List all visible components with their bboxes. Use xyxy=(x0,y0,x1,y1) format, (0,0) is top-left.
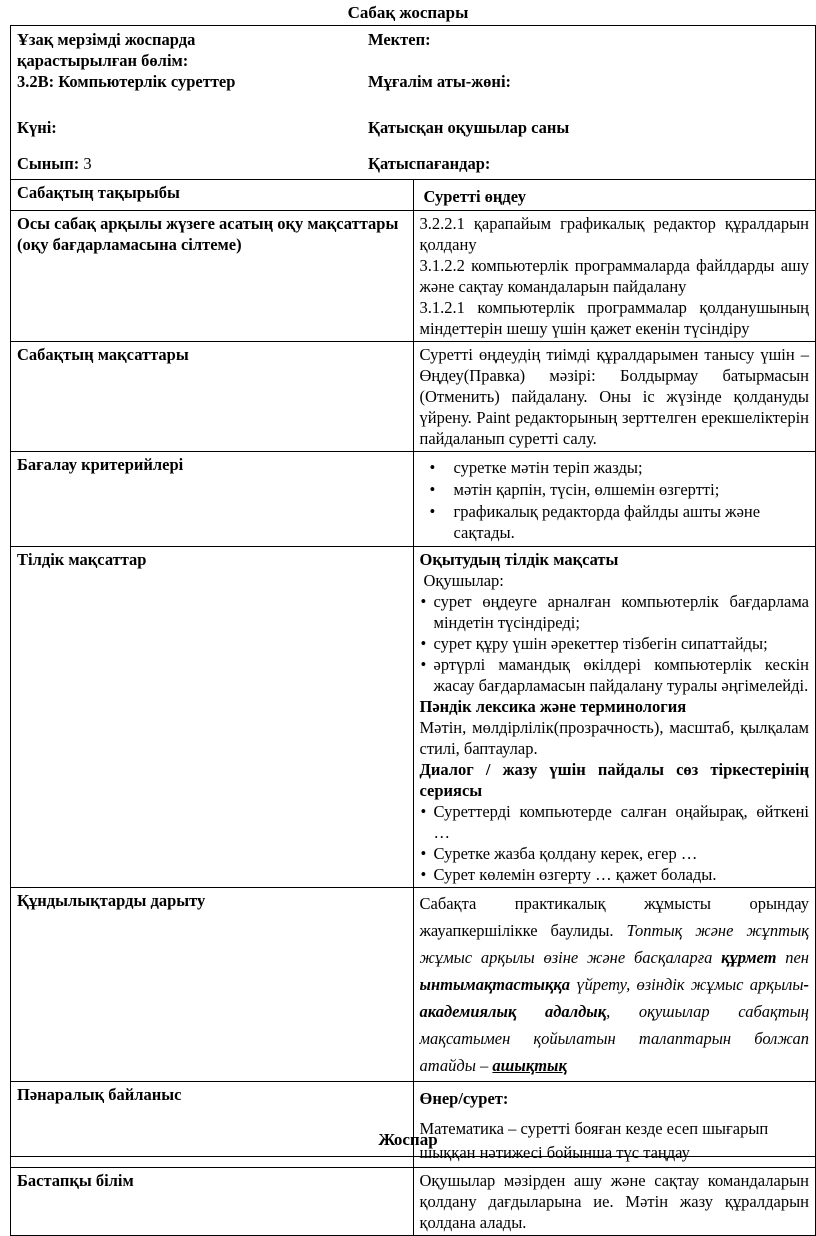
day-label: Күні: xyxy=(17,118,57,137)
criteria-row xyxy=(11,452,816,547)
links-heading: Өнер/сурет: xyxy=(419,1089,509,1108)
topic-value: Суретті өңдеу xyxy=(413,180,816,211)
objective-item: 3.1.2.2 компьютерлік программаларда файлдарды ашу және сақтау командаларын пайдалану xyxy=(419,256,809,296)
objective-item: 3.2.2.1 қарапайым графикалық редактор құралдарын қолдану xyxy=(419,214,809,254)
topic-label: Сабақтың тақырыбы xyxy=(11,180,414,211)
criteria-label: Бағалау критерийлері xyxy=(11,452,414,547)
school-label: Мектеп: xyxy=(368,30,431,49)
students-label: Оқушылар: xyxy=(423,571,504,590)
dialog-item: • Сурет көлемін өзгерту … қажет болады. xyxy=(420,864,810,885)
page-title: Сабақ жоспары xyxy=(347,3,469,22)
links-row xyxy=(11,1082,816,1168)
values-label: Құндылықтарды дарыту xyxy=(11,888,414,1082)
topic-row xyxy=(11,180,816,211)
bottom-divider xyxy=(10,1156,816,1157)
language-item: • әртүрлі мамандық өкілдері компьютерлік кескін жасау бағдарламасын пайдалану туралы әңгімелейді. xyxy=(420,654,810,696)
objectives-list xyxy=(413,211,816,342)
prior-row xyxy=(11,1168,816,1236)
lesson-plan-table xyxy=(10,25,816,1236)
criteria-list xyxy=(420,457,810,543)
criteria-item: • суретке мәтін теріп жазды; xyxy=(420,457,810,478)
header-row xyxy=(11,26,816,180)
language-row xyxy=(11,547,816,888)
section-value: 3.2В: Компьютерлік суреттер xyxy=(17,72,236,91)
language-label: Тілдік мақсаттар xyxy=(11,547,414,888)
section-label-line2: қарастырылған бөлім: xyxy=(17,51,189,70)
header-cell xyxy=(11,26,816,180)
values-text: Сабақта практикалық жұмысты орындау жауапкершілікке баулиды. Топтық және жұптық жұмыс арқылы өзіне және басқаларға құрмет пен ынтымақтастыққа үйрету, өзіндік жұмыс арқылы- академиялық адалдық, оқушылар сабақтың мақсатымен қойылатын талаптарын болжап атайды – ашықтық xyxy=(413,888,816,1082)
vocab-text: Мәтін, мөлдірлілік(прозрачность), масштаб, қылқалам стилі, баптаулар. xyxy=(419,718,809,758)
language-cell xyxy=(413,547,816,888)
language-heading: Оқытудың тілдік мақсаты xyxy=(419,550,619,569)
section-label-line1: Ұзақ мерзімді жоспарда xyxy=(17,30,196,49)
values-row xyxy=(11,888,816,1082)
objectives-label: Осы сабақ арқылы жүзеге асатың оқу мақсаттары (оқу бағдарламасына сілтеме) xyxy=(11,211,414,342)
goals-row xyxy=(11,342,816,452)
vocab-heading: Пәндік лексика және терминология xyxy=(419,697,687,716)
teacher-label: Мұғалім аты-жөні: xyxy=(368,72,512,91)
criteria-cell xyxy=(413,452,816,547)
plan-heading: Жоспар xyxy=(378,1130,438,1149)
links-cell xyxy=(413,1082,816,1168)
language-list xyxy=(420,591,810,696)
dialog-item: • Суреттерді компьютерде салған оңайырақ, өйткені … xyxy=(420,801,810,843)
language-item: • сурет құру үшін әрекеттер тізбегін сипаттайды; xyxy=(420,633,810,654)
class-value: 3 xyxy=(83,154,92,173)
links-label: Пәнаралық байланыс xyxy=(11,1082,414,1168)
dialog-item: • Суретке жазба қолдану керек, егер … xyxy=(420,843,810,864)
dialog-heading: Диалог / жазу үшін пайдалы сөз тіркестерінің сериясы xyxy=(419,760,809,800)
language-item: • сурет өңдеуге арналған компьютерлік бағдарлама міндетін түсіндіреді; xyxy=(420,591,810,633)
class-label: Сынып: 3 xyxy=(17,154,92,173)
goals-text: Суретті өңдеудің тиімді құралдарымен танысу үшін – Өңдеу(Правка) мәзірі: Болдырмау батырмасын (Отменить) пайдалану. Оны іс жүзінде қолдануды үйрену. Paint редакторының зерттелген ерекшеліктерін пайдаланып суретті салу. xyxy=(413,342,816,452)
criteria-item: • мәтін қарпін, түсін, өлшемін өзгертті; xyxy=(420,479,810,500)
absent-label: Қатыспағандар: xyxy=(368,154,491,173)
prior-text: Оқушылар мәзірден ашу және сақтау командаларын қолдану дағдыларына ие. Мәтін жазу құралдарын қолдана алады. xyxy=(413,1168,816,1236)
present-label: Қатысқан оқушылар саны xyxy=(368,118,570,137)
goals-label: Сабақтың мақсаттары xyxy=(11,342,414,452)
criteria-item: • графикалық редакторда файлды ашты және сақтады. xyxy=(420,501,810,543)
objective-item: 3.1.2.1 компьютерлік программалар қолданушының міндеттерін шешу үшін қажет екенін түсіндіру xyxy=(419,298,809,338)
objectives-row xyxy=(11,211,816,342)
links-text: Математика – суретті бояған кезде есеп шығарып шыққан нәтижесі бойынша түс таңдау xyxy=(419,1119,769,1162)
dialog-list xyxy=(420,801,810,885)
prior-label: Бастапқы білім xyxy=(11,1168,414,1236)
